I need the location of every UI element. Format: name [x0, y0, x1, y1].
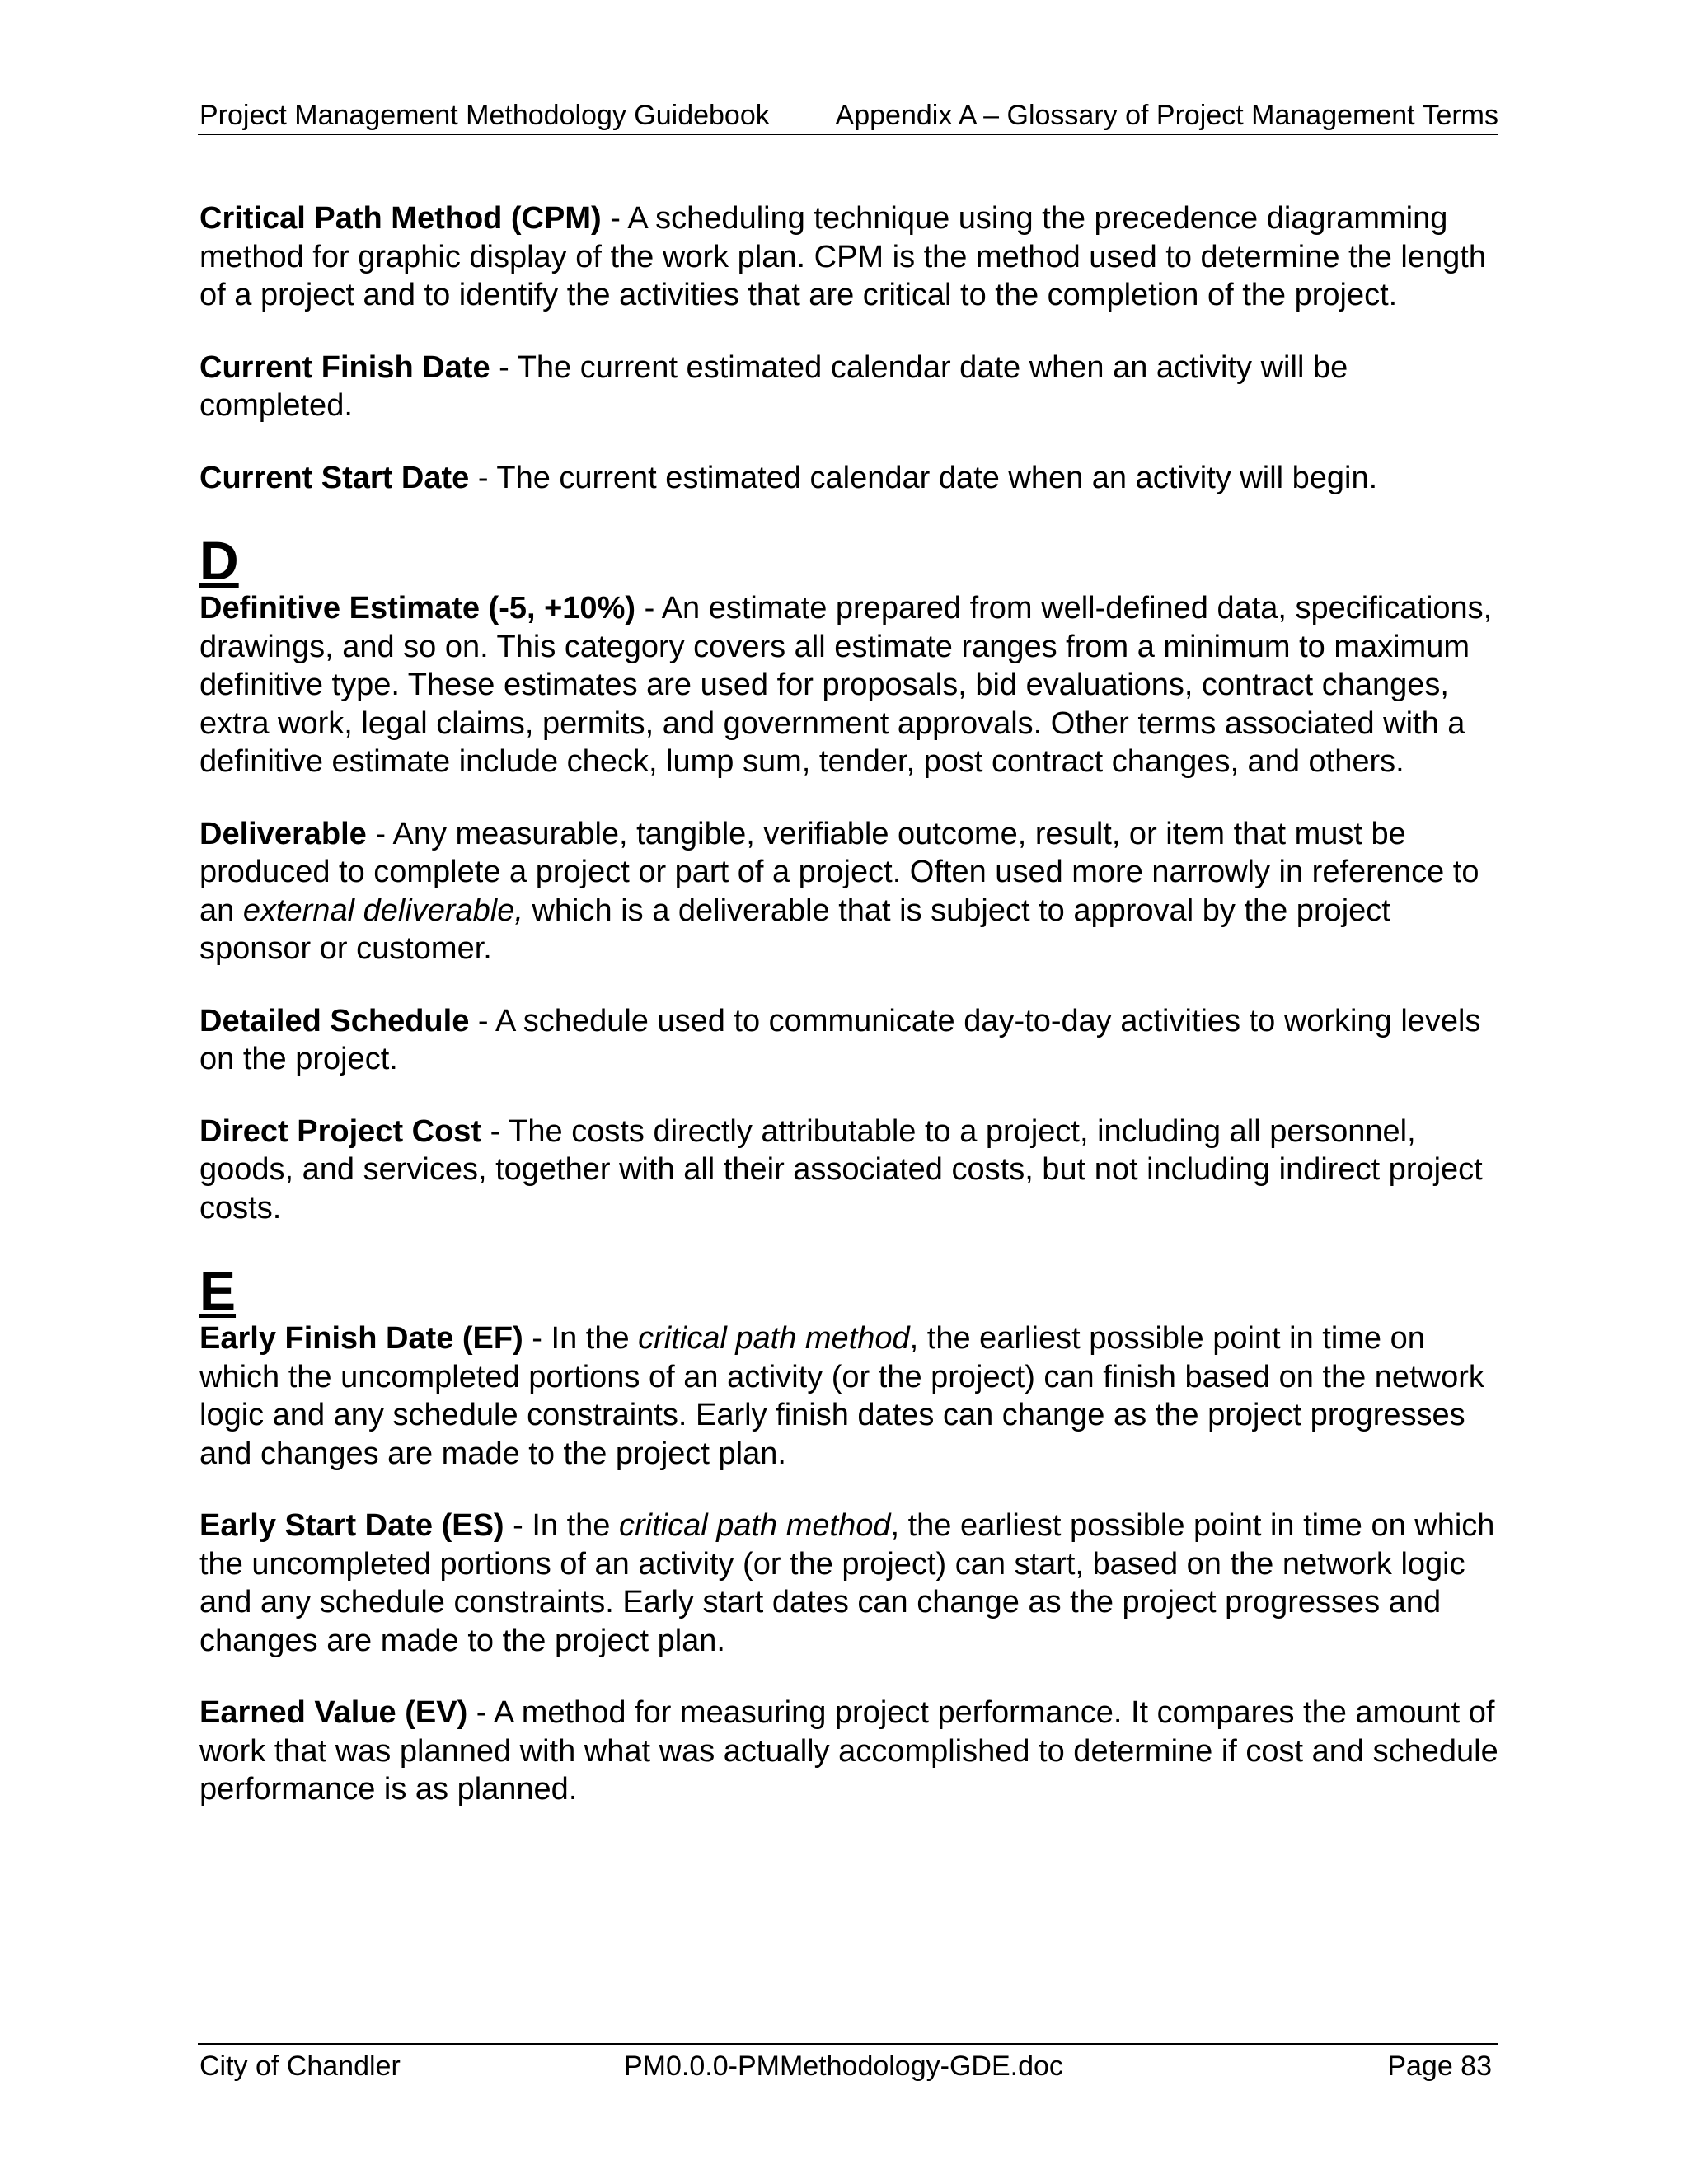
glossary-definition: - An estimate prepared from well-defined data, specifications, drawings, and so on. This category covers all estimate ranges from a minimum to maximum definitive type. These estimates are used for proposals, bid evaluations, contract changes, extra work, legal claims, permits, and government approvals. Other terms associated with a definitive estimate include check, lump sum, tender, post contract changes, and others. — [199, 591, 1493, 779]
glossary-entry-definitive-estimate — [199, 589, 1498, 781]
glossary-definition-emphasis: external deliverable, — [242, 893, 523, 928]
glossary-entry-early-start-date — [199, 1507, 1498, 1660]
page-header — [198, 97, 1498, 135]
glossary-term: Early Finish Date (EF) — [199, 1321, 523, 1356]
glossary-term: Deliverable — [199, 816, 367, 851]
glossary-term: Direct Project Cost — [199, 1113, 482, 1149]
glossary-entry-critical-path-method — [199, 199, 1498, 315]
glossary-definition: - A schedule used to communicate day-to-day activities to working levels on the project. — [199, 1003, 1481, 1076]
header-document-title: Project Management Methodology Guidebook — [199, 100, 770, 131]
glossary-definition-emphasis: critical path method — [618, 1508, 891, 1543]
header-section-title: Appendix A – Glossary of Project Management Terms — [835, 100, 1498, 131]
glossary-term: Early Start Date (ES) — [199, 1508, 504, 1543]
page-footer — [198, 2043, 1498, 2088]
glossary-content — [199, 199, 1498, 1843]
glossary-definition: - Any measurable, tangible, verifiable outcome, result, or item that must be produced to complete a project or part of a project. Often used more narrowly in reference to an — [199, 816, 1479, 928]
glossary-definition: - A scheduling technique using the precedence diagramming method for graphic display of the work plan. CPM is the method used to determine the length of a project and to identify the activities that are critical to the completion of the project. — [199, 201, 1486, 312]
glossary-definition: - In the — [504, 1508, 619, 1543]
glossary-entry-detailed-schedule — [199, 1002, 1498, 1079]
glossary-entry-earned-value — [199, 1694, 1498, 1809]
glossary-definition-emphasis: critical path method — [638, 1321, 910, 1356]
glossary-definition: - In the — [523, 1321, 639, 1356]
section-letter-d: D — [199, 530, 239, 591]
section-letter-e: E — [199, 1260, 237, 1321]
glossary-definition: , the earliest possible point in time on which the uncompleted portions of an activity (or the project) can start, based on the network logic and any schedule constraints. Early start dates can change as the project progresses and changes are made to the project plan. — [199, 1508, 1495, 1658]
glossary-definition: - The current estimated calendar date when an activity will begin. — [469, 460, 1378, 495]
glossary-term: Definitive Estimate (-5, +10%) — [199, 591, 636, 626]
glossary-term: Earned Value (EV) — [199, 1695, 468, 1730]
glossary-definition: - The current estimated calendar date when an activity will be completed. — [199, 349, 1348, 423]
footer-organization: City of Chandler — [199, 2050, 401, 2082]
glossary-entry-current-finish-date — [199, 349, 1498, 425]
glossary-term: Detailed Schedule — [199, 1003, 470, 1038]
glossary-definition: , the earliest possible point in time on which the uncompleted portions of an activity (or the project) can finish based on the network logic and any schedule constraints. Early finish dates can change as the project progresses and changes are made to the project plan. — [199, 1321, 1484, 1471]
footer-filename: PM0.0.0-PMMethodology-GDE.doc — [624, 2050, 1063, 2082]
glossary-term: Current Finish Date — [199, 349, 490, 385]
glossary-definition: - The costs directly attributable to a project, including all personnel, goods, and services, together with all their associated costs, but not including indirect project costs. — [199, 1113, 1483, 1226]
footer-page-number: Page 83 — [1387, 2050, 1492, 2082]
glossary-term: Current Start Date — [199, 460, 470, 495]
glossary-term: Critical Path Method (CPM) — [199, 201, 602, 236]
document-page — [198, 0, 1498, 2184]
glossary-entry-deliverable — [199, 815, 1498, 968]
glossary-definition: which is a deliverable that is subject to approval by the project sponsor or customer. — [199, 893, 1390, 966]
glossary-entry-current-start-date — [199, 459, 1498, 498]
glossary-entry-early-finish-date — [199, 1319, 1498, 1473]
glossary-definition: - A method for measuring project performance. It compares the amount of work that was planned with what was actually accomplished to determine if cost and schedule performance is as planned. — [199, 1695, 1498, 1807]
glossary-entry-direct-project-cost — [199, 1113, 1498, 1228]
